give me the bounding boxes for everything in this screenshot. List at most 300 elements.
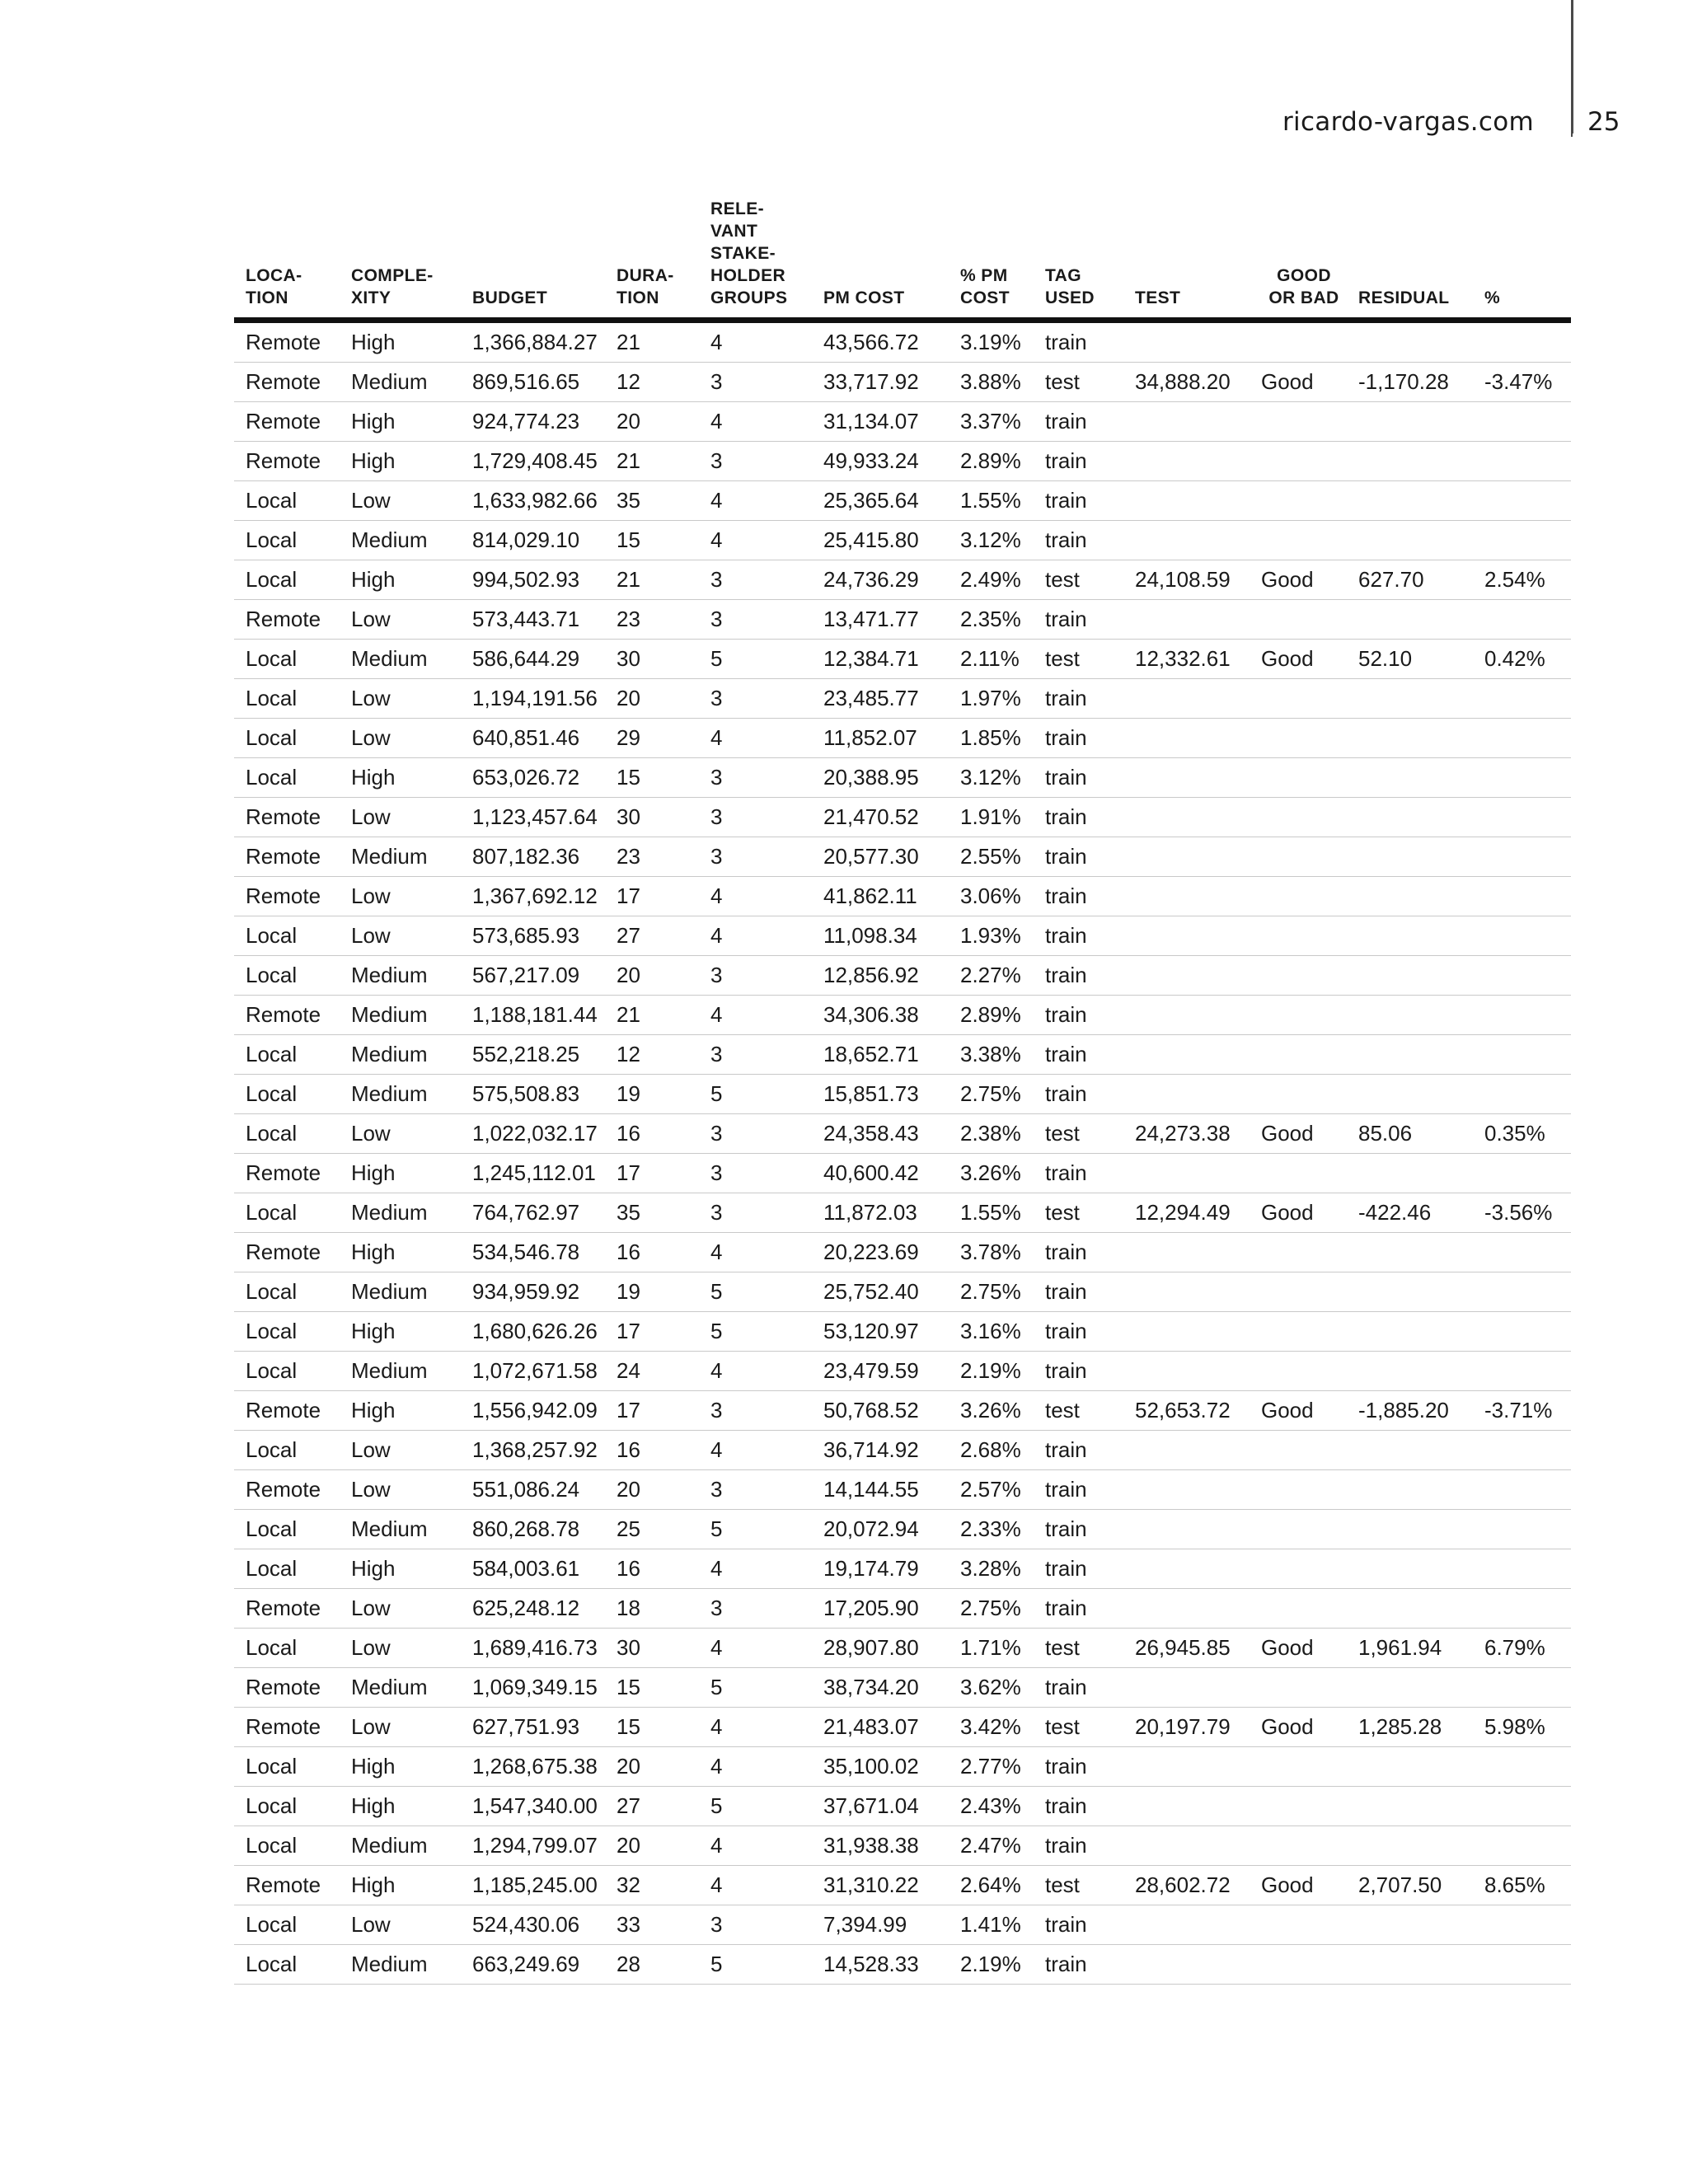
cell-test: [1123, 1787, 1250, 1826]
cell-stakeholder-groups: 4: [699, 1352, 812, 1391]
cell-tag-used: train: [1034, 1470, 1123, 1510]
cell-residual: [1347, 402, 1473, 442]
cell-good-or-bad: [1250, 1352, 1347, 1391]
cell-duration: 20: [605, 1826, 699, 1866]
cell-pm-cost-percent: 1.85%: [949, 719, 1034, 758]
cell-location: Local: [234, 1826, 340, 1866]
cell-good-or-bad: [1250, 1431, 1347, 1470]
data-table-container: [234, 198, 1571, 1985]
cell-complexity: Low: [340, 1708, 461, 1747]
table-row: [234, 916, 1571, 956]
cell-tag-used: train: [1034, 1510, 1123, 1549]
cell-good-or-bad: Good: [1250, 1629, 1347, 1668]
cell-stakeholder-groups: 5: [699, 1668, 812, 1708]
table-row: [234, 679, 1571, 719]
cell-location: Local: [234, 916, 340, 956]
cell-duration: 27: [605, 1787, 699, 1826]
cell-percent: [1473, 481, 1571, 521]
cell-budget: 1,072,671.58: [461, 1352, 605, 1391]
cell-budget: 1,689,416.73: [461, 1629, 605, 1668]
cell-residual: [1347, 1905, 1473, 1945]
cell-test: [1123, 1945, 1250, 1985]
cell-location: Local: [234, 1352, 340, 1391]
cell-residual: [1347, 1470, 1473, 1510]
cell-tag-used: train: [1034, 402, 1123, 442]
cell-good-or-bad: [1250, 600, 1347, 640]
cell-complexity: Low: [340, 877, 461, 916]
cell-percent: [1473, 916, 1571, 956]
cell-budget: 1,268,675.38: [461, 1747, 605, 1787]
cell-stakeholder-groups: 4: [699, 481, 812, 521]
cell-location: Remote: [234, 1589, 340, 1629]
cell-budget: 764,762.97: [461, 1193, 605, 1233]
cell-good-or-bad: [1250, 1747, 1347, 1787]
cell-pm-cost: 7,394.99: [812, 1905, 949, 1945]
cell-test: 26,945.85: [1123, 1629, 1250, 1668]
cell-tag-used: train: [1034, 481, 1123, 521]
table-row: [234, 1272, 1571, 1312]
cell-duration: 15: [605, 521, 699, 560]
cell-pm-cost-percent: 1.97%: [949, 679, 1034, 719]
cell-duration: 24: [605, 1352, 699, 1391]
table-row: [234, 1154, 1571, 1193]
cell-residual: [1347, 679, 1473, 719]
cell-location: Local: [234, 1549, 340, 1589]
cell-percent: [1473, 877, 1571, 916]
cell-stakeholder-groups: 4: [699, 1826, 812, 1866]
cell-residual: [1347, 1747, 1473, 1787]
cell-location: Remote: [234, 363, 340, 402]
cell-pm-cost: 20,223.69: [812, 1233, 949, 1272]
col-header-good-or-bad: GOOD OR BAD: [1250, 198, 1347, 321]
cell-duration: 20: [605, 956, 699, 996]
cell-good-or-bad: [1250, 321, 1347, 363]
table-row: [234, 758, 1571, 798]
cell-stakeholder-groups: 4: [699, 521, 812, 560]
cell-pm-cost-percent: 2.19%: [949, 1352, 1034, 1391]
cell-good-or-bad: [1250, 877, 1347, 916]
cell-residual: [1347, 1352, 1473, 1391]
cell-complexity: Medium: [340, 1945, 461, 1985]
cell-test: [1123, 1431, 1250, 1470]
cell-residual: [1347, 1826, 1473, 1866]
cell-location: Remote: [234, 1866, 340, 1905]
cell-budget: 807,182.36: [461, 837, 605, 877]
cell-good-or-bad: [1250, 1035, 1347, 1075]
cell-duration: 29: [605, 719, 699, 758]
cell-pm-cost: 53,120.97: [812, 1312, 949, 1352]
cell-test: [1123, 1154, 1250, 1193]
table-row: [234, 798, 1571, 837]
cell-pm-cost-percent: 3.12%: [949, 521, 1034, 560]
cell-complexity: Medium: [340, 363, 461, 402]
col-header-complexity: COMPLE- XITY: [340, 198, 461, 321]
cell-residual: [1347, 798, 1473, 837]
cell-location: Local: [234, 560, 340, 600]
cell-test: 28,602.72: [1123, 1866, 1250, 1905]
cell-residual: 85.06: [1347, 1114, 1473, 1154]
cell-complexity: High: [340, 560, 461, 600]
cell-percent: 0.42%: [1473, 640, 1571, 679]
cell-complexity: Medium: [340, 1352, 461, 1391]
cell-residual: -422.46: [1347, 1193, 1473, 1233]
cell-good-or-bad: [1250, 1510, 1347, 1549]
cell-location: Local: [234, 1114, 340, 1154]
table-row: [234, 837, 1571, 877]
table-row: [234, 877, 1571, 916]
cell-pm-cost: 23,479.59: [812, 1352, 949, 1391]
cell-stakeholder-groups: 5: [699, 640, 812, 679]
cell-tag-used: test: [1034, 1708, 1123, 1747]
cell-complexity: Low: [340, 1114, 461, 1154]
cell-pm-cost: 49,933.24: [812, 442, 949, 481]
cell-tag-used: train: [1034, 1233, 1123, 1272]
cell-test: [1123, 1233, 1250, 1272]
cell-budget: 625,248.12: [461, 1589, 605, 1629]
cell-budget: 1,633,982.66: [461, 481, 605, 521]
cell-duration: 21: [605, 442, 699, 481]
cell-complexity: High: [340, 402, 461, 442]
cell-budget: 1,547,340.00: [461, 1787, 605, 1826]
cell-good-or-bad: Good: [1250, 560, 1347, 600]
cell-stakeholder-groups: 3: [699, 1589, 812, 1629]
cell-pm-cost-percent: 2.75%: [949, 1075, 1034, 1114]
cell-stakeholder-groups: 4: [699, 877, 812, 916]
cell-budget: 552,218.25: [461, 1035, 605, 1075]
cell-duration: 16: [605, 1549, 699, 1589]
cell-percent: [1473, 1352, 1571, 1391]
cell-budget: 1,680,626.26: [461, 1312, 605, 1352]
cell-pm-cost-percent: 3.28%: [949, 1549, 1034, 1589]
cell-duration: 20: [605, 679, 699, 719]
table-row: [234, 1352, 1571, 1391]
cell-good-or-bad: Good: [1250, 1114, 1347, 1154]
cell-residual: [1347, 1787, 1473, 1826]
cell-good-or-bad: [1250, 916, 1347, 956]
cell-tag-used: train: [1034, 719, 1123, 758]
cell-residual: [1347, 877, 1473, 916]
table-row: [234, 442, 1571, 481]
cell-stakeholder-groups: 3: [699, 1114, 812, 1154]
cell-duration: 21: [605, 560, 699, 600]
cell-complexity: Medium: [340, 956, 461, 996]
cell-complexity: Low: [340, 1629, 461, 1668]
cell-percent: [1473, 1668, 1571, 1708]
project-data-table: [234, 198, 1571, 1985]
cell-complexity: Medium: [340, 1035, 461, 1075]
cell-pm-cost-percent: 2.64%: [949, 1866, 1034, 1905]
cell-good-or-bad: [1250, 1470, 1347, 1510]
table-row: [234, 640, 1571, 679]
cell-percent: [1473, 1431, 1571, 1470]
table-row: [234, 600, 1571, 640]
cell-stakeholder-groups: 3: [699, 1470, 812, 1510]
cell-tag-used: test: [1034, 1193, 1123, 1233]
cell-tag-used: train: [1034, 521, 1123, 560]
cell-budget: 524,430.06: [461, 1905, 605, 1945]
cell-test: [1123, 837, 1250, 877]
cell-good-or-bad: [1250, 1668, 1347, 1708]
cell-test: [1123, 719, 1250, 758]
cell-tag-used: train: [1034, 956, 1123, 996]
cell-budget: 1,245,112.01: [461, 1154, 605, 1193]
cell-pm-cost: 17,205.90: [812, 1589, 949, 1629]
cell-good-or-bad: [1250, 1905, 1347, 1945]
cell-budget: 567,217.09: [461, 956, 605, 996]
table-row: [234, 1747, 1571, 1787]
cell-tag-used: train: [1034, 1826, 1123, 1866]
cell-pm-cost-percent: 2.77%: [949, 1747, 1034, 1787]
cell-pm-cost-percent: 1.41%: [949, 1905, 1034, 1945]
cell-pm-cost-percent: 2.75%: [949, 1589, 1034, 1629]
cell-residual: [1347, 1154, 1473, 1193]
cell-duration: 18: [605, 1589, 699, 1629]
cell-complexity: High: [340, 1866, 461, 1905]
cell-stakeholder-groups: 3: [699, 956, 812, 996]
cell-duration: 30: [605, 640, 699, 679]
cell-complexity: Low: [340, 916, 461, 956]
cell-test: [1123, 996, 1250, 1035]
cell-pm-cost: 35,100.02: [812, 1747, 949, 1787]
cell-stakeholder-groups: 3: [699, 442, 812, 481]
cell-pm-cost-percent: 3.62%: [949, 1668, 1034, 1708]
cell-duration: 15: [605, 1708, 699, 1747]
cell-budget: 653,026.72: [461, 758, 605, 798]
cell-pm-cost: 41,862.11: [812, 877, 949, 916]
cell-tag-used: train: [1034, 758, 1123, 798]
cell-location: Local: [234, 1075, 340, 1114]
cell-pm-cost: 24,736.29: [812, 560, 949, 600]
page-number: 25: [1587, 107, 1620, 137]
cell-pm-cost-percent: 2.89%: [949, 996, 1034, 1035]
cell-pm-cost: 25,365.64: [812, 481, 949, 521]
col-header-residual: RESIDUAL: [1347, 198, 1473, 321]
cell-complexity: Low: [340, 481, 461, 521]
cell-duration: 15: [605, 1668, 699, 1708]
cell-tag-used: test: [1034, 363, 1123, 402]
cell-percent: [1473, 679, 1571, 719]
cell-percent: [1473, 1826, 1571, 1866]
cell-budget: 1,294,799.07: [461, 1826, 605, 1866]
cell-tag-used: train: [1034, 1747, 1123, 1787]
cell-stakeholder-groups: 3: [699, 798, 812, 837]
cell-pm-cost-percent: 2.68%: [949, 1431, 1034, 1470]
cell-good-or-bad: [1250, 1787, 1347, 1826]
cell-pm-cost: 12,856.92: [812, 956, 949, 996]
cell-percent: [1473, 1747, 1571, 1787]
cell-good-or-bad: [1250, 1075, 1347, 1114]
cell-pm-cost: 31,310.22: [812, 1866, 949, 1905]
cell-pm-cost: 43,566.72: [812, 321, 949, 363]
cell-location: Local: [234, 1510, 340, 1549]
cell-location: Remote: [234, 837, 340, 877]
cell-residual: [1347, 1272, 1473, 1312]
cell-stakeholder-groups: 4: [699, 1629, 812, 1668]
cell-budget: 1,194,191.56: [461, 679, 605, 719]
cell-pm-cost-percent: 2.35%: [949, 600, 1034, 640]
table-row: [234, 1945, 1571, 1985]
cell-location: Local: [234, 640, 340, 679]
cell-pm-cost-percent: 1.93%: [949, 916, 1034, 956]
cell-tag-used: train: [1034, 1787, 1123, 1826]
cell-pm-cost-percent: 2.49%: [949, 560, 1034, 600]
cell-duration: 23: [605, 837, 699, 877]
cell-residual: [1347, 600, 1473, 640]
cell-test: [1123, 956, 1250, 996]
cell-test: [1123, 1075, 1250, 1114]
cell-residual: [1347, 321, 1473, 363]
cell-percent: 8.65%: [1473, 1866, 1571, 1905]
table-row: [234, 1470, 1571, 1510]
cell-pm-cost-percent: 2.75%: [949, 1272, 1034, 1312]
cell-stakeholder-groups: 4: [699, 321, 812, 363]
cell-duration: 16: [605, 1233, 699, 1272]
cell-duration: 21: [605, 996, 699, 1035]
cell-residual: [1347, 1510, 1473, 1549]
cell-percent: 6.79%: [1473, 1629, 1571, 1668]
col-header-location: LOCA- TION: [234, 198, 340, 321]
cell-location: Remote: [234, 1668, 340, 1708]
cell-percent: [1473, 1035, 1571, 1075]
cell-residual: 2,707.50: [1347, 1866, 1473, 1905]
cell-test: 12,332.61: [1123, 640, 1250, 679]
cell-complexity: Medium: [340, 1272, 461, 1312]
cell-good-or-bad: Good: [1250, 1866, 1347, 1905]
cell-residual: [1347, 521, 1473, 560]
cell-good-or-bad: Good: [1250, 640, 1347, 679]
cell-test: [1123, 1470, 1250, 1510]
cell-stakeholder-groups: 3: [699, 679, 812, 719]
cell-residual: [1347, 1668, 1473, 1708]
cell-complexity: Low: [340, 719, 461, 758]
cell-complexity: Low: [340, 1589, 461, 1629]
cell-complexity: Low: [340, 679, 461, 719]
cell-tag-used: train: [1034, 600, 1123, 640]
cell-percent: -3.47%: [1473, 363, 1571, 402]
cell-budget: 663,249.69: [461, 1945, 605, 1985]
cell-stakeholder-groups: 4: [699, 1747, 812, 1787]
cell-test: [1123, 1272, 1250, 1312]
cell-pm-cost-percent: 3.26%: [949, 1154, 1034, 1193]
cell-percent: [1473, 1470, 1571, 1510]
cell-budget: 1,729,408.45: [461, 442, 605, 481]
cell-good-or-bad: Good: [1250, 363, 1347, 402]
cell-stakeholder-groups: 3: [699, 1193, 812, 1233]
cell-pm-cost-percent: 2.27%: [949, 956, 1034, 996]
cell-pm-cost: 25,415.80: [812, 521, 949, 560]
cell-location: Local: [234, 758, 340, 798]
cell-pm-cost-percent: 1.55%: [949, 1193, 1034, 1233]
cell-percent: [1473, 1787, 1571, 1826]
cell-budget: 994,502.93: [461, 560, 605, 600]
cell-pm-cost-percent: 3.26%: [949, 1391, 1034, 1431]
cell-stakeholder-groups: 3: [699, 1154, 812, 1193]
cell-percent: 5.98%: [1473, 1708, 1571, 1747]
cell-pm-cost: 25,752.40: [812, 1272, 949, 1312]
cell-percent: [1473, 1945, 1571, 1985]
cell-stakeholder-groups: 4: [699, 996, 812, 1035]
cell-percent: [1473, 521, 1571, 560]
cell-good-or-bad: [1250, 719, 1347, 758]
cell-pm-cost-percent: 1.71%: [949, 1629, 1034, 1668]
table-body: [234, 321, 1571, 1985]
cell-location: Local: [234, 1193, 340, 1233]
cell-pm-cost: 50,768.52: [812, 1391, 949, 1431]
cell-stakeholder-groups: 4: [699, 1549, 812, 1589]
cell-stakeholder-groups: 4: [699, 719, 812, 758]
table-row: [234, 402, 1571, 442]
cell-good-or-bad: [1250, 1312, 1347, 1352]
cell-pm-cost: 18,652.71: [812, 1035, 949, 1075]
cell-percent: [1473, 1154, 1571, 1193]
cell-pm-cost-percent: 1.91%: [949, 798, 1034, 837]
cell-location: Remote: [234, 321, 340, 363]
cell-test: [1123, 679, 1250, 719]
cell-test: [1123, 916, 1250, 956]
cell-duration: 17: [605, 877, 699, 916]
table-header-row: [234, 198, 1571, 321]
cell-budget: 1,123,457.64: [461, 798, 605, 837]
cell-duration: 28: [605, 1945, 699, 1985]
cell-tag-used: test: [1034, 560, 1123, 600]
cell-pm-cost-percent: 3.88%: [949, 363, 1034, 402]
cell-budget: 814,029.10: [461, 521, 605, 560]
cell-budget: 586,644.29: [461, 640, 605, 679]
cell-residual: [1347, 1945, 1473, 1985]
cell-good-or-bad: [1250, 837, 1347, 877]
cell-stakeholder-groups: 5: [699, 1312, 812, 1352]
cell-duration: 19: [605, 1272, 699, 1312]
cell-good-or-bad: [1250, 758, 1347, 798]
cell-location: Local: [234, 1312, 340, 1352]
cell-test: [1123, 1589, 1250, 1629]
cell-tag-used: test: [1034, 1629, 1123, 1668]
cell-duration: 23: [605, 600, 699, 640]
table-row: [234, 1312, 1571, 1352]
cell-location: Local: [234, 481, 340, 521]
cell-good-or-bad: [1250, 1945, 1347, 1985]
cell-tag-used: train: [1034, 442, 1123, 481]
cell-duration: 20: [605, 1747, 699, 1787]
cell-location: Local: [234, 956, 340, 996]
cell-tag-used: train: [1034, 1589, 1123, 1629]
cell-stakeholder-groups: 3: [699, 560, 812, 600]
cell-complexity: Medium: [340, 1510, 461, 1549]
cell-pm-cost: 34,306.38: [812, 996, 949, 1035]
cell-location: Remote: [234, 798, 340, 837]
cell-percent: [1473, 719, 1571, 758]
cell-test: [1123, 1905, 1250, 1945]
cell-stakeholder-groups: 3: [699, 363, 812, 402]
cell-test: [1123, 442, 1250, 481]
cell-pm-cost: 11,872.03: [812, 1193, 949, 1233]
cell-pm-cost-percent: 2.57%: [949, 1470, 1034, 1510]
cell-location: Local: [234, 1945, 340, 1985]
cell-location: Remote: [234, 877, 340, 916]
cell-test: [1123, 521, 1250, 560]
cell-location: Local: [234, 679, 340, 719]
cell-stakeholder-groups: 3: [699, 600, 812, 640]
cell-residual: [1347, 481, 1473, 521]
cell-pm-cost: 15,851.73: [812, 1075, 949, 1114]
cell-budget: 627,751.93: [461, 1708, 605, 1747]
table-row: [234, 1510, 1571, 1549]
cell-test: [1123, 758, 1250, 798]
cell-stakeholder-groups: 4: [699, 916, 812, 956]
cell-location: Remote: [234, 1708, 340, 1747]
cell-location: Local: [234, 1747, 340, 1787]
cell-test: [1123, 1747, 1250, 1787]
